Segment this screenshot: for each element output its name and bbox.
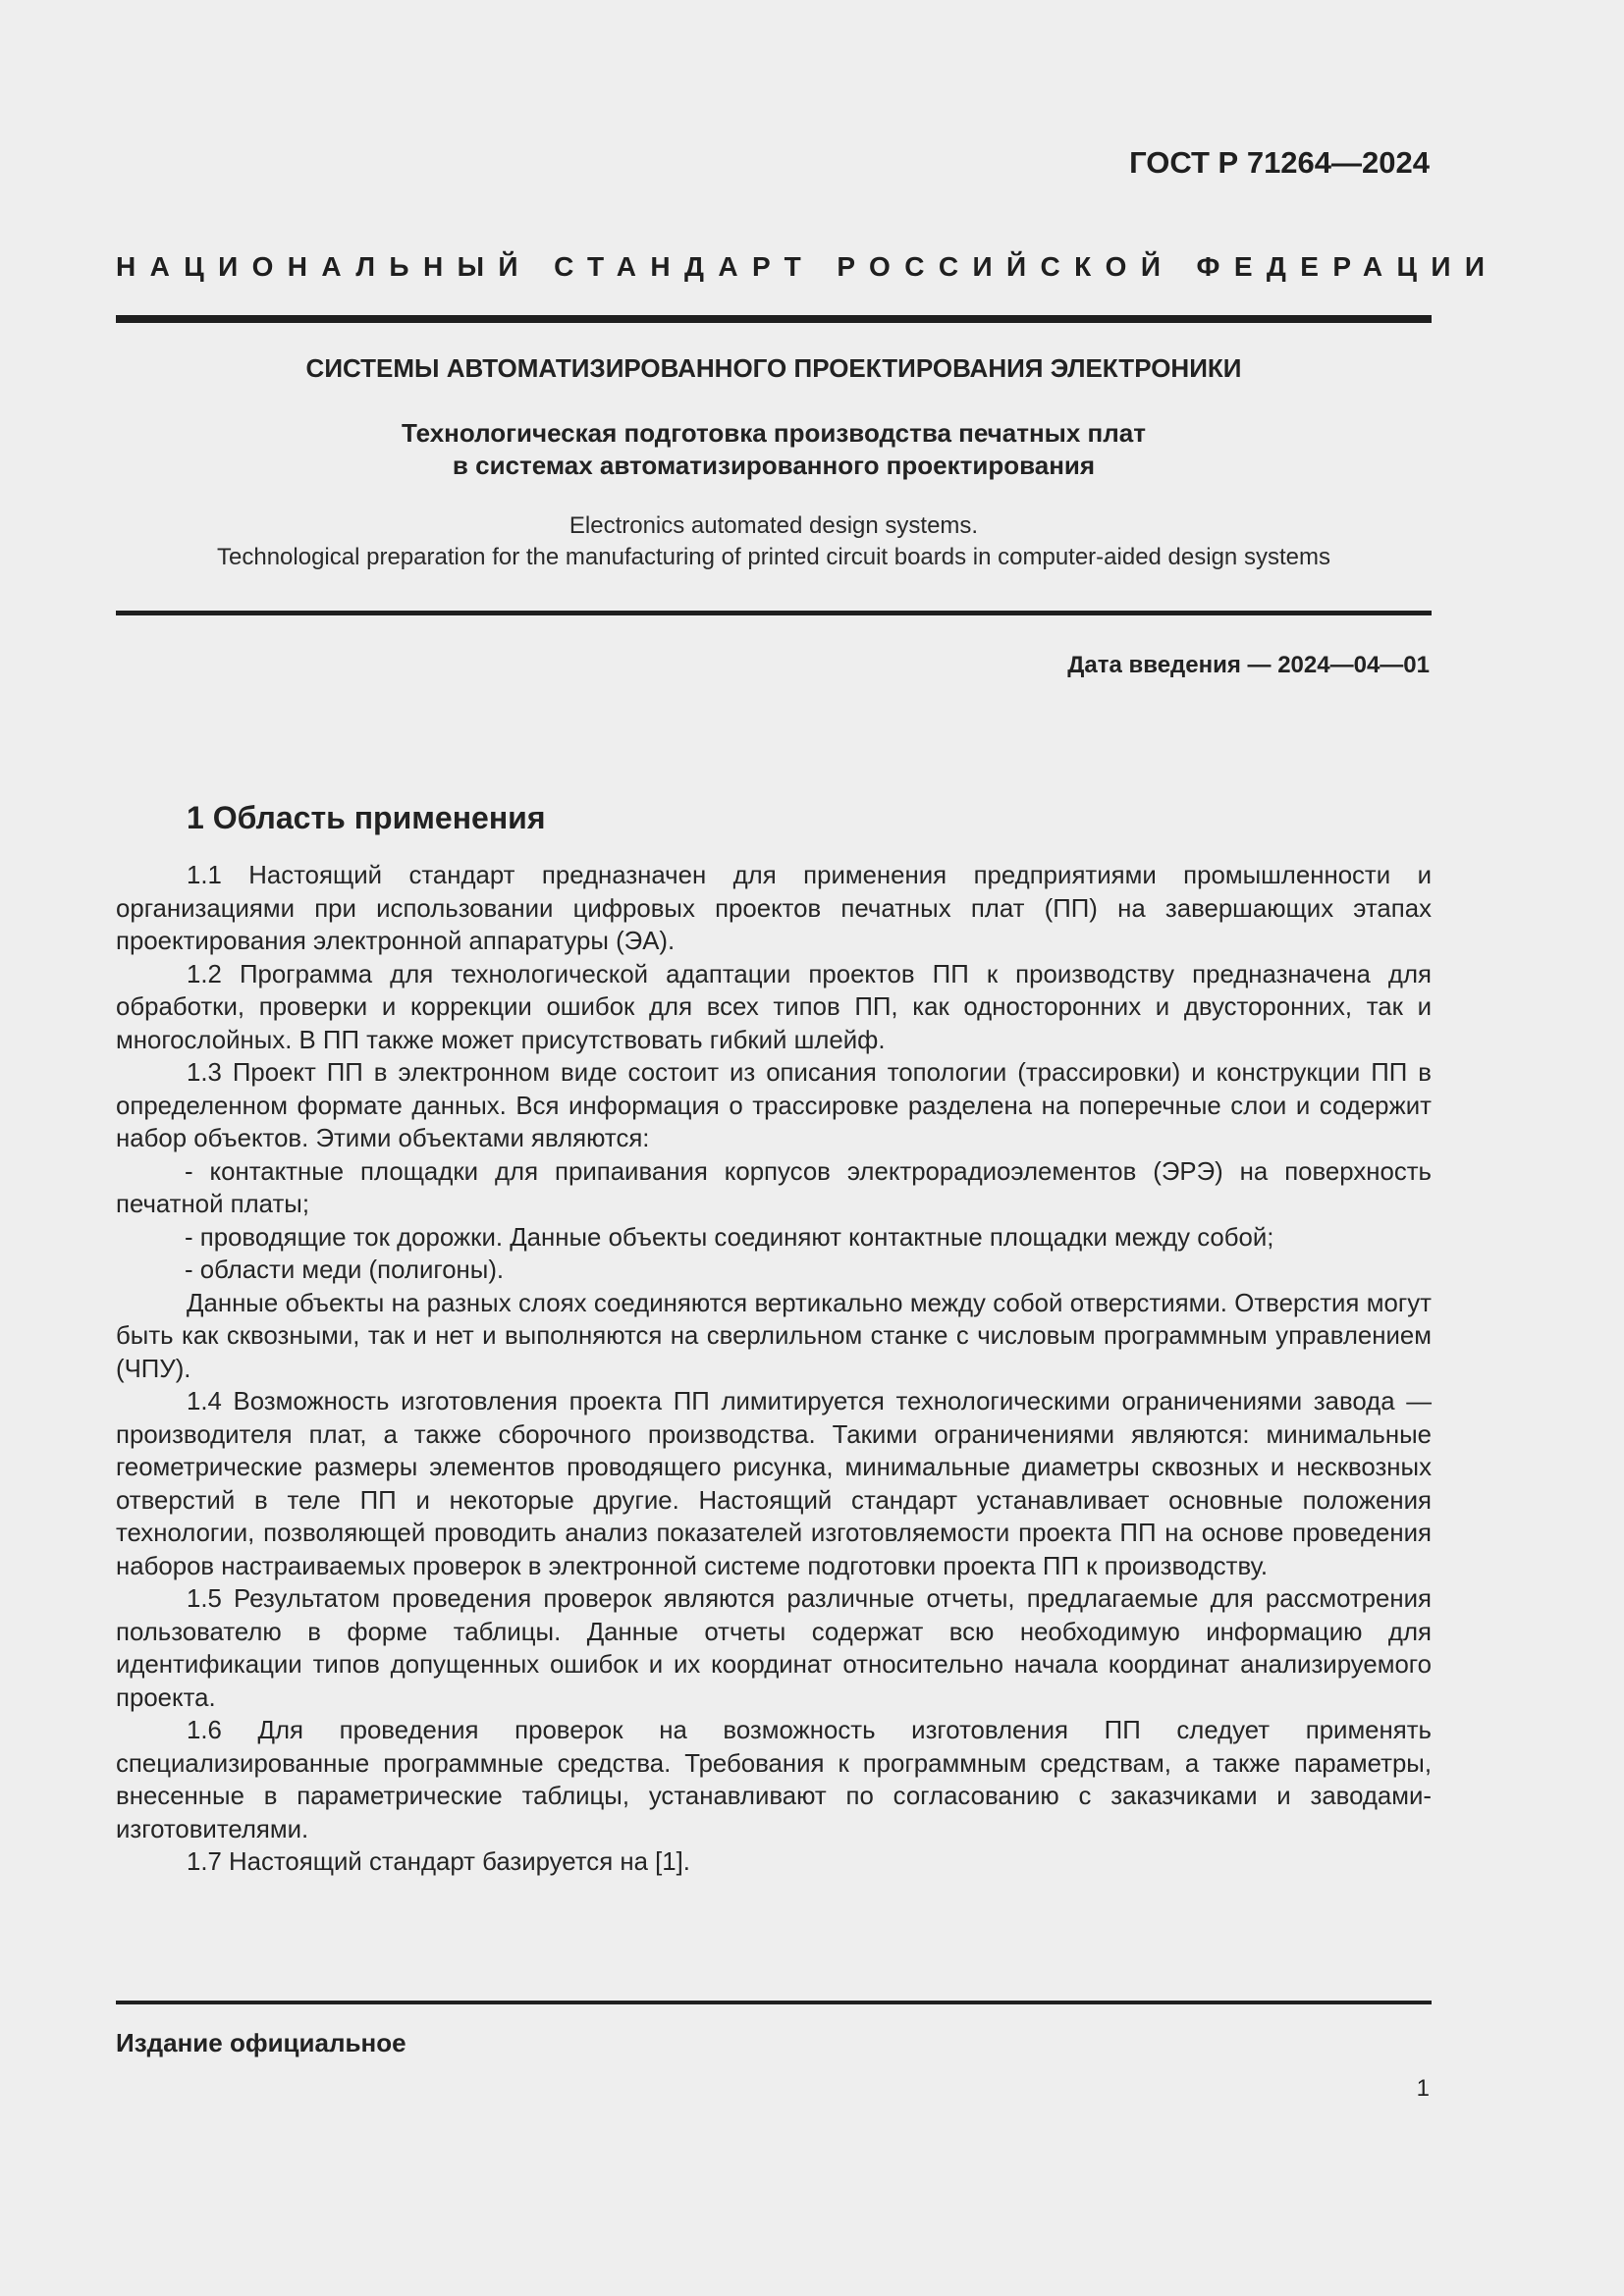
paragraph-1-1: 1.1 Настоящий стандарт предназначен для применения предприятиями промышленности и организациями при использовании цифровых проектов печатных плат (ПП) на завершающих этапах проектирования электронной аппаратуры (ЭА).: [116, 862, 1432, 955]
national-standard-banner: НАЦИОНАЛЬНЫЙ СТАНДАРТ РОССИЙСКОЙ ФЕДЕРАЦИИ: [116, 251, 1499, 282]
paragraph-1-5: 1.5 Результатом проведения проверок являются различные отчеты, предлагаемые для рассмотрения пользователю в форме таблицы. Данные отчеты содержат всю необходимую информацию для идентификации типов допущенных ошибок и их координат относительно начала координат анализируемого проекта.: [116, 1585, 1432, 1712]
paragraph-1-4: 1.4 Возможность изготовления проекта ПП лимитируется технологическими ограничениями завода — производителя плат, а также сборочного производства. Такими ограничениями являются: минимальные геометрические размеры элементов проводящего рисунка, минимальные диаметры сквозных и несквозных отверстий в теле ПП и некоторые другие. Настоящий стандарт устанавливает основные положения технологии, позволяющей проводить анализ показателей изготовляемости проекта ПП на основе проведения наборов настраиваемых проверок в электронной системе подготовки проекта ПП к производству.: [116, 1388, 1432, 1580]
document-subtitle: [116, 417, 1432, 482]
paragraph-1-3: 1.3 Проект ПП в электронном виде состоит из описания топологии (трассировки) и конструкции ПП в определенном формате данных. Вся информация о трассировке разделена на поперечные слои и содержит набор объектов. Этими объектами являются:: [116, 1059, 1432, 1152]
section-body: [116, 860, 1432, 1880]
paragraph-1-7: 1.7 Настоящий стандарт базируется на [1].: [187, 1848, 690, 1876]
footer-divider: [116, 2001, 1432, 2004]
subtitle-line-1: Технологическая подготовка производства печатных плат: [402, 418, 1146, 448]
official-edition-label: Издание официальное: [116, 2028, 406, 2057]
list-item: - области меди (полигоны).: [185, 1256, 505, 1284]
header-divider-bottom: [116, 611, 1432, 615]
document-code: ГОСТ Р 71264—2024: [1129, 145, 1430, 180]
header-divider-top: [116, 315, 1432, 323]
paragraph-holes: Данные объекты на разных слоях соединяются вертикально между собой отверстиями. Отверстия могут быть как сквозными, так и нет и выполняются на сверлильном станке с числовым программным управлением (ЧПУ).: [116, 1289, 1432, 1383]
paragraph-1-2: 1.2 Программа для технологической адаптации проектов ПП к производству предназначена для обработки, проверки и коррекции ошибок для всех типов ПП, как односторонних и двусторонних, так и многослойных. В ПП также может присутствовать гибкий шлейф.: [116, 960, 1432, 1054]
document-main-title: СИСТЕМЫ АВТОМАТИЗИРОВАННОГО ПРОЕКТИРОВАНИЯ ЭЛЕКТРОНИКИ: [305, 353, 1242, 383]
subtitle-line-2: в системах автоматизированного проектирования: [452, 451, 1096, 480]
paragraph-1-6: 1.6 Для проведения проверок на возможность изготовления ПП следует применять специализированные программные средства. Требования к программным средствам, а также параметры, внесенные в параметрические таблицы, устанавливают по согласованию с заказчиками и заводами-изготовителями.: [116, 1717, 1432, 1843]
english-title-line-1: Electronics automated design systems.: [568, 512, 979, 539]
list-item: - контактные площадки для припаивания корпусов электрорадиоэлементов (ЭРЭ) на поверхность печатной платы;: [116, 1157, 1432, 1218]
list-item: - проводящие ток дорожки. Данные объекты соединяют контактные площадки между собой;: [185, 1223, 1274, 1252]
introduction-date: Дата введения — 2024—04—01: [1067, 652, 1430, 678]
english-title: [116, 510, 1432, 573]
page-number: 1: [1416, 2075, 1430, 2102]
section-heading: 1 Область применения: [187, 800, 546, 835]
english-title-line-2: Technological preparation for the manufacturing of printed circuit boards in computer-aided design systems: [217, 544, 1330, 570]
